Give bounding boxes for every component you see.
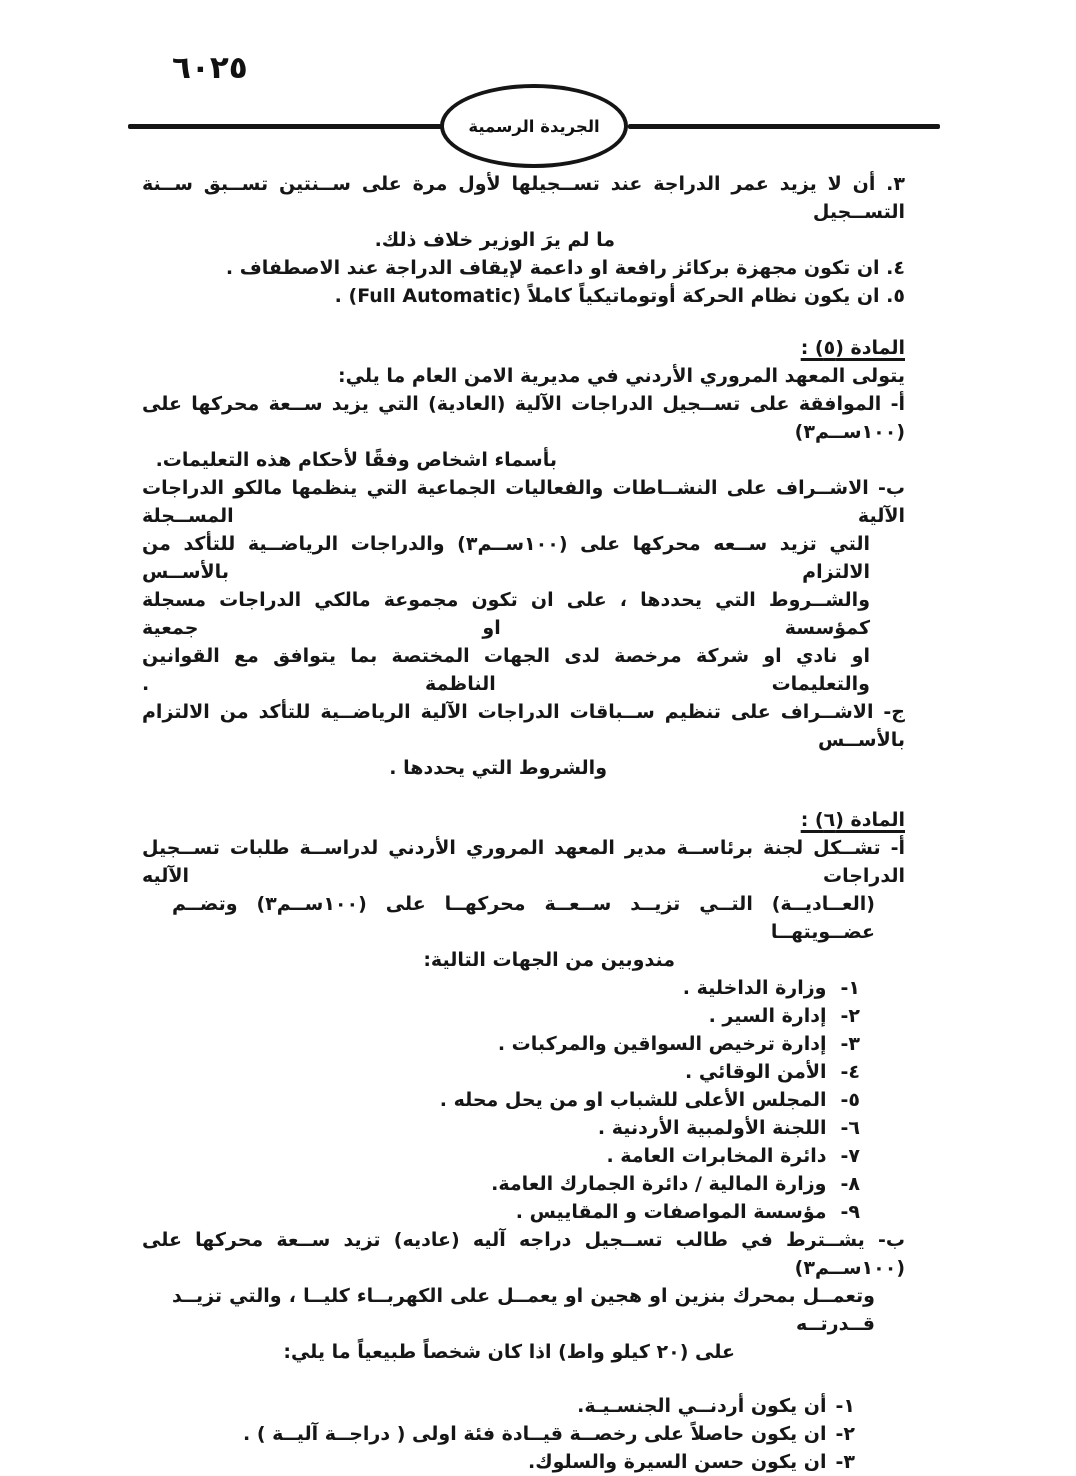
page-number: ٦٠٢٥ <box>172 50 248 86</box>
entity-label: اللجنة الأولمبية الأردنية . <box>597 1117 827 1139</box>
article5-item-b-line-3: والشــروط التي يحددها ، على ان تكون مجموعة مالكي الدراجات مسجلة كمؤسسة او جمعية <box>142 589 870 639</box>
header-rule-left <box>128 124 442 129</box>
entity-list-item <box>142 974 860 1002</box>
entity-label: المجلس الأعلى للشباب او من يحل محله . <box>439 1089 827 1111</box>
entity-number: ٦- <box>840 1117 860 1139</box>
entity-label: وزارة الداخلية . <box>682 977 827 999</box>
article5-item-b-line-2: التي تزيد ســعه محركها على (١٠٠ســم٣) والدراجات الرياضــية للتأكد من الالتزام بالأســس <box>142 533 870 583</box>
entity-label: وزارة المالية / دائرة الجمارك العامة. <box>491 1173 827 1195</box>
entity-number: ٤- <box>840 1061 860 1083</box>
entity-list-item <box>142 1058 860 1086</box>
article5-item-c-line-1: ج- الاشــراف على تنظيم ســباقات الدراجات الآلية الرياضــية للتأكد من الالتزام بالأســس <box>142 701 905 751</box>
entity-label: إدارة السير . <box>708 1005 827 1027</box>
list-item-3-line-1: ٣. أن لا يزيد عمر الدراجة عند تســجيلها لأول مرة على ســنتين تســبق ســنة التســجيل <box>142 173 905 223</box>
entity-list-item <box>142 1002 860 1030</box>
entity-list-item <box>142 1142 860 1170</box>
entity-number: ٩- <box>840 1201 860 1223</box>
condition-list-item <box>142 1420 855 1448</box>
article6-item-a-line-1: أ- تشــكل لجنة برئاســة مدير المعهد المروري الأردني لدراســة طلبات تســجيل الدراجات الآليه <box>142 837 905 887</box>
entity-label: الأمن الوقائي . <box>685 1061 827 1083</box>
entity-label: دائرة المخابرات العامة . <box>606 1145 827 1167</box>
entity-label: إدارة ترخيص السواقين والمركبات . <box>497 1033 827 1055</box>
article5-item-a-line-2: بأسماء اشخاص وفقًا لأحكام هذه التعليمات. <box>155 449 557 471</box>
gazette-badge-label: الجريدة الرسمية <box>468 116 600 136</box>
condition-label: ان يكون حاصلاً على رخصــة قيــادة فئة اولى ( دراجــة آليــة ) . <box>243 1423 827 1445</box>
article5-item-b-line-4: او نادي او شركة مرخصة لدى الجهات المختصة بما يتوافق مع القوانين والتعليمات الناظمة . <box>142 645 870 695</box>
entity-list-item <box>142 1198 860 1226</box>
entity-number: ٨- <box>840 1173 860 1195</box>
entity-number: ٧- <box>840 1145 860 1167</box>
condition-label: ان يكون حسن السيرة والسلوك. <box>528 1451 827 1473</box>
entity-label: مؤسسة المواصفات و المقاييس . <box>515 1201 827 1223</box>
article6-title: المادة (٦) : <box>800 809 905 831</box>
condition-number: ٣- <box>835 1451 855 1473</box>
entity-list-item <box>142 1030 860 1058</box>
article6-item-b-line-1: ب- يشــترط في طالب تســجيل دراجه آليه (عاديه) تزيد ســعة محركها على (١٠٠ســم٣) <box>142 1229 905 1279</box>
entity-number: ٢- <box>840 1005 860 1027</box>
article5-item-a-line-1: أ- الموافقة على تســجيل الدراجات الآلية (العادية) التي يزيد ســعة محركها على (١٠٠ســم٣) <box>142 393 905 443</box>
article6-item-a-line-2: (العــاديــة) التــي تزيــد ســعــة محركهــا على (١٠٠ســم٣) وتضــم عضــويتهــا <box>172 893 875 943</box>
entity-list-item <box>142 1086 860 1114</box>
header-rule-right <box>628 124 940 129</box>
condition-list-item <box>142 1448 855 1476</box>
entity-list-item <box>142 1170 860 1198</box>
entity-number: ٣- <box>840 1033 860 1055</box>
entity-list-item <box>142 1114 860 1142</box>
article6-item-b-line-3: على (٢٠ كيلو واط) اذا كان شخصاً طبيعياً ما يلي: <box>283 1341 735 1363</box>
gazette-badge <box>440 84 628 168</box>
condition-number: ٢- <box>835 1423 855 1445</box>
document-body <box>142 170 905 1476</box>
condition-number: ١- <box>835 1395 855 1417</box>
article6-item-b-line-2: وتعمــل بمحرك بنزين او هجين او يعمــل على الكهربــاء كليــا ، والتي تزيــد قــدرتــه <box>172 1285 875 1335</box>
condition-list-item <box>142 1392 855 1420</box>
article5-intro: يتولى المعهد المروري الأردني في مديرية الامن العام ما يلي: <box>338 365 905 387</box>
entity-number: ٥- <box>840 1089 860 1111</box>
article5-item-c-line-2: والشروط التي يحددها . <box>389 757 607 779</box>
article5-item-b-line-1: ب- الاشــراف على النشــاطات والفعاليات الجماعية التي ينظمها مالكو الدراجات الآلية المســجلة <box>142 477 905 527</box>
condition-label: أن يكون أردنــي الجنسـيـة. <box>577 1395 827 1417</box>
list-item-3-line-2: ما لم يرَ الوزير خلاف ذلك. <box>374 229 615 251</box>
article5-title: المادة (٥) : <box>800 337 905 359</box>
list-item-4: ٤. ان تكون مجهزة بركائز رافعة او داعمة لإيقاف الدراجة عند الاصطفاف . <box>225 257 905 279</box>
list-item-5: ٥. ان يكون نظام الحركة أوتوماتيكياً كاملاً (Full Automatic) . <box>334 285 905 307</box>
entity-number: ١- <box>840 977 860 999</box>
article6-item-a-line-3: مندوبين من الجهات التالية: <box>423 949 675 971</box>
